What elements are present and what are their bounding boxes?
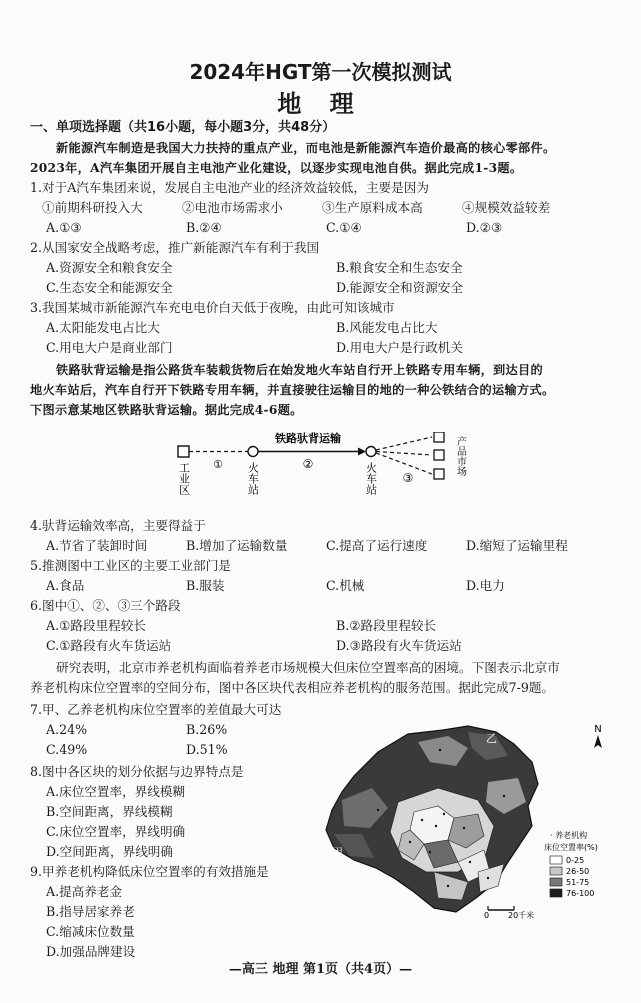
q7-options-row2 <box>46 740 326 760</box>
legend-label: 76-100 <box>566 889 595 898</box>
q5-option-a[interactable]: A.食品 <box>46 578 85 593</box>
legend-swatch <box>550 856 562 864</box>
north-arrow-icon <box>594 735 602 748</box>
industrial-zone-box <box>178 446 189 457</box>
q4-option-d[interactable]: D.缩短了运输里程 <box>466 538 568 553</box>
q3-option-c[interactable]: C.用电大户是商业部门 <box>46 340 173 355</box>
q4-option-a[interactable]: A.节省了装卸时间 <box>46 538 148 553</box>
q9-stem: 9.甲养老机构降低床位空置率的有效措施是 <box>30 864 269 879</box>
q5-option-b[interactable]: B.服装 <box>186 578 225 593</box>
segment3-line-b <box>376 452 432 456</box>
legend-label: 26-50 <box>566 867 590 876</box>
q6-option-c[interactable]: C.①路段有火车货运站 <box>46 638 172 653</box>
market-box-2 <box>434 450 444 460</box>
q2-option-d[interactable]: D.能源安全和资源安全 <box>336 280 463 295</box>
q3-option-b[interactable]: B.风能发电占比大 <box>336 320 438 335</box>
passage2-line3: 下图示意某地区铁路驮背运输。据此完成4-6题。 <box>30 403 303 417</box>
q5-options <box>46 576 636 596</box>
label-jia: 甲 <box>332 846 343 859</box>
page-footer: —高三 地理 第1页（共4页）— <box>228 962 413 977</box>
section-heading: 一、单项选择题（共16小题，每小题3分，共48分） <box>30 120 336 135</box>
q8-option-d[interactable]: D.空间距离，界线明确 <box>46 844 173 859</box>
segment1-label: ① <box>213 458 223 471</box>
q6-options-row2 <box>46 636 636 656</box>
q5-option-d[interactable]: D.电力 <box>466 578 505 593</box>
q1-option-a[interactable]: A.①③ <box>46 220 82 235</box>
station-right-label: 火车站 <box>364 462 378 495</box>
q7-stem: 7.甲、乙养老机构床位空置率的差值最大可达 <box>30 702 282 717</box>
exam-title: 2024年HGT第一次模拟测试 <box>189 60 452 84</box>
q2-options-row1 <box>46 258 636 278</box>
passage3-line2: 养老机构床位空置率的空间分布，图中各区块代表相应养老机构的服务范围。据此完成7-9题。 <box>30 680 555 695</box>
q2-options-row2 <box>46 278 636 298</box>
station-right-node <box>366 447 376 457</box>
q2-stem: 2.从国家安全战略考虑，推广新能源汽车有利于我国 <box>30 240 320 255</box>
q9-option-a[interactable]: A.提高养老金 <box>46 884 123 899</box>
north-label: N <box>594 724 602 735</box>
q1-item: ④规模效益较差 <box>462 200 551 215</box>
industrial-zone-label: 工业区 <box>177 462 191 495</box>
rail-label: 铁路驮背运输 <box>275 432 341 445</box>
station-left-node <box>248 447 258 457</box>
q4-stem: 4.驮背运输效率高，主要得益于 <box>30 518 206 533</box>
q9-option-c[interactable]: C.缩减床位数量 <box>46 924 135 939</box>
q2-option-b[interactable]: B.粮食安全和生态安全 <box>336 260 463 275</box>
q6-option-b[interactable]: B.②路段里程较长 <box>336 618 437 633</box>
q9-option-b[interactable]: B.指导居家养老 <box>46 904 135 919</box>
q3-stem: 3.我国某城市新能源汽车充电电价白天低于夜晚，由此可知该城市 <box>30 300 395 315</box>
q7-options-row1 <box>46 720 326 740</box>
station-left-label: 火车站 <box>246 462 260 495</box>
market-box-3 <box>434 469 444 479</box>
legend-title-vacancy: 床位空置率(%) <box>544 843 598 852</box>
q1-option-d[interactable]: D.②③ <box>466 220 503 235</box>
q2-option-c[interactable]: C.生态安全和能源安全 <box>46 280 173 295</box>
legend-label: 51-75 <box>566 878 590 887</box>
q8-option-b[interactable]: B.空间距离，界线模糊 <box>46 804 173 819</box>
q3-options-row1 <box>46 318 636 338</box>
q1-option-b[interactable]: B.②④ <box>186 220 222 235</box>
segment2-arrow <box>358 448 366 456</box>
legend-swatch <box>550 878 562 886</box>
q5-option-c[interactable]: C.机械 <box>326 578 365 593</box>
legend-title-points: · 养老机构 <box>550 831 588 840</box>
q1-stem: 1.对于A汽车集团来说，发展自主电池产业的经济效益较低，主要是因为 <box>30 180 429 195</box>
q4-option-b[interactable]: B.增加了运输数量 <box>186 538 288 553</box>
q9-option-d[interactable]: D.加强品牌建设 <box>46 944 136 959</box>
q6-option-d[interactable]: D.③路段有火车货运站 <box>336 638 462 653</box>
q3-options-row2 <box>46 338 636 358</box>
q1-item: ①前期科研投入大 <box>42 200 143 215</box>
subject-title: 地 理 <box>277 90 364 118</box>
q1-item: ③生产原料成本高 <box>322 200 423 215</box>
q7-option-d[interactable]: D.51% <box>186 742 228 757</box>
q1-items <box>42 198 632 218</box>
q4-option-c[interactable]: C.提高了运行速度 <box>326 538 428 553</box>
passage2-line1: 铁路驮背运输是指公路货车装载货物后在始发地火车站自行开上铁路专用车辆，到达目的 <box>56 363 544 377</box>
legend-swatch <box>550 889 562 897</box>
q8-option-a[interactable]: A.床位空置率，界线模糊 <box>46 784 186 799</box>
q7-option-c[interactable]: C.49% <box>46 742 88 757</box>
q8-option-c[interactable]: C.床位空置率，界线明确 <box>46 824 186 839</box>
market-label: 产品市场 <box>454 436 466 476</box>
legend <box>550 856 594 898</box>
piggyback-diagram <box>170 432 490 510</box>
q6-options-row1 <box>46 616 636 636</box>
scale-zero: 0 <box>484 911 490 920</box>
q7-option-a[interactable]: A.24% <box>46 722 88 737</box>
label-yi: 乙 <box>486 732 497 745</box>
q6-option-a[interactable]: A.①路段里程较长 <box>46 618 146 633</box>
q8-stem: 8.图中各区块的划分依据与边界特点是 <box>30 764 244 779</box>
q1-options <box>46 218 636 238</box>
passage1-line1: 新能源汽车制造是我国大力扶持的重点产业，而电池是新能源汽车造价最高的核心零部件。 <box>56 141 556 155</box>
q5-stem: 5.推测图中工业区的主要工业部门是 <box>30 558 231 573</box>
q1-option-c[interactable]: C.①④ <box>326 220 362 235</box>
q6-stem: 6.图中①、②、③三个路段 <box>30 598 181 613</box>
scale-label: 20千米 <box>508 911 535 920</box>
legend-label: 0-25 <box>566 856 585 865</box>
beijing-vacancy-map <box>318 722 618 932</box>
q3-option-a[interactable]: A.太阳能发电占比大 <box>46 320 160 335</box>
segment3-line-a <box>376 437 432 450</box>
segment3-label: ③ <box>402 471 414 485</box>
q7-option-b[interactable]: B.26% <box>186 722 228 737</box>
q4-options <box>46 536 636 556</box>
passage2-line2: 地火车站后，汽车自行开下铁路专用车辆，并直接驶往运输目的地的一种公铁结合的运输方式。 <box>30 383 555 397</box>
q3-option-d[interactable]: D.用电大户是行政机关 <box>336 340 463 355</box>
q2-option-a[interactable]: A.资源安全和粮食安全 <box>46 260 173 275</box>
passage3-line1: 研究表明，北京市养老机构面临着养老市场规模大但床位空置率高的困境。下图表示北京市 <box>56 660 560 675</box>
market-box-1 <box>434 432 444 442</box>
passage1-line2: 2023年，A汽车集团开展自主电池产业化建设，以逐步实现电池自供。据此完成1-3题。 <box>30 161 523 175</box>
q1-item: ②电池市场需求小 <box>182 200 283 215</box>
legend-swatch <box>550 867 562 875</box>
segment2-label: ② <box>302 457 314 471</box>
